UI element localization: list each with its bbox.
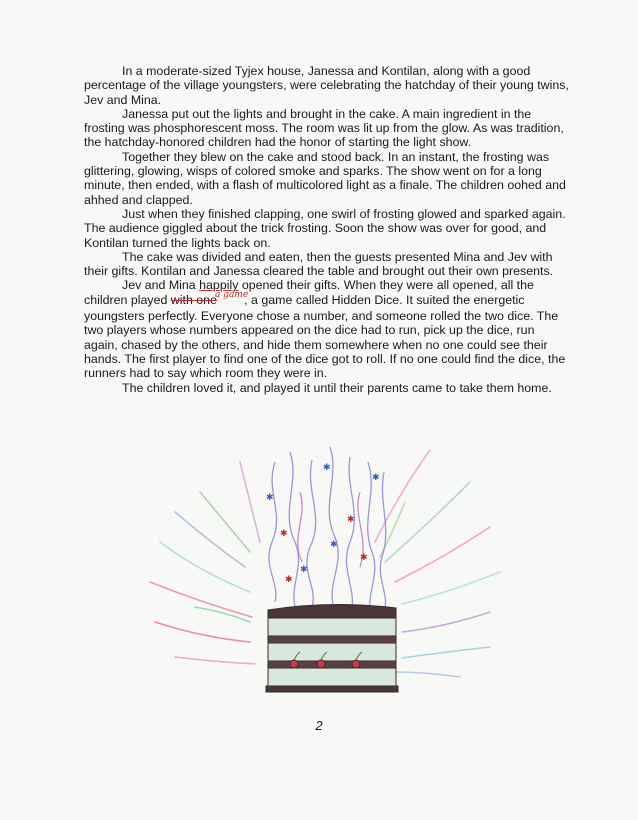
svg-text:✱: ✱ — [360, 553, 368, 563]
sparks — [266, 463, 380, 585]
svg-text:✱: ✱ — [300, 565, 308, 575]
svg-text:✱: ✱ — [323, 463, 331, 473]
paragraph-6-part-b: opened their gifts. When they were all opened, all the children played — [84, 278, 534, 307]
page-number: 2 — [315, 718, 323, 733]
svg-text:✱: ✱ — [266, 493, 274, 503]
paragraph-7: The children loved it, and played it until their parents came to take them home. — [122, 380, 552, 395]
svg-text:✱: ✱ — [372, 473, 380, 483]
paragraph-3: Together they blew on the cake and stood back. In an instant, the frosting was glittering, glowing, wisps of colored smoke and sparks. The show went on for a long minute, then ended, with a flash of multicolored light as a finale. The children oohed and ahhed and clapped. — [84, 149, 566, 207]
paragraph-2: Janessa put out the lights and brought in the cake. A main ingredient in the frosting was phosphorescent moss. The room was lit up from the glow. As was tradition, the hatchday-honored children had the honor of starting the light show. — [84, 106, 564, 150]
svg-text:✱: ✱ — [280, 529, 288, 539]
story-text — [84, 64, 570, 395]
paragraph-1: In a moderate-sized Tyjex house, Janessa and Kontilan, along with a good percentage of the village youngsters, were celebrating the hatchday of their young twins, Jev and Mina. — [84, 64, 569, 107]
paragraph-5: The cake was divided and eaten, then the guests presented Mina and Jev with their gifts. Kontilan and Janessa cleared the table and brought out their own presents. — [84, 249, 554, 279]
svg-text:✱: ✱ — [347, 515, 355, 525]
underlined-word: happily — [199, 278, 239, 293]
svg-text:✱: ✱ — [330, 540, 338, 550]
paragraph-4: Just when they finished clapping, one swirl of frosting glowed and sparked again. The audience giggled about the trick frosting. Soon the show was over for good, and Kontilan turned the lights back on. — [84, 206, 566, 250]
paragraph-6-part-c: , a game called Hidden Dice. It suited the energetic youngsters perfectly. Everyone chose a number, and someone rolled the two dice. The two players whose numbers appeared on the dice had to run, pick up the dice, run again, chased by the others, and hide them somewhere when no one could see their hands. The first player to find one of the dice got to roll. If no one could find the dice, the runners had to say which room they were in. — [84, 292, 566, 381]
struck-text: with one — [170, 292, 217, 307]
cake — [266, 604, 398, 692]
paragraph-6-part-a: Jev and Mina — [122, 278, 200, 293]
svg-text:✱: ✱ — [285, 575, 293, 585]
cake-illustration — [140, 432, 510, 702]
paragraph-6 — [84, 278, 570, 380]
handwritten-insertion: a game — [214, 289, 249, 300]
